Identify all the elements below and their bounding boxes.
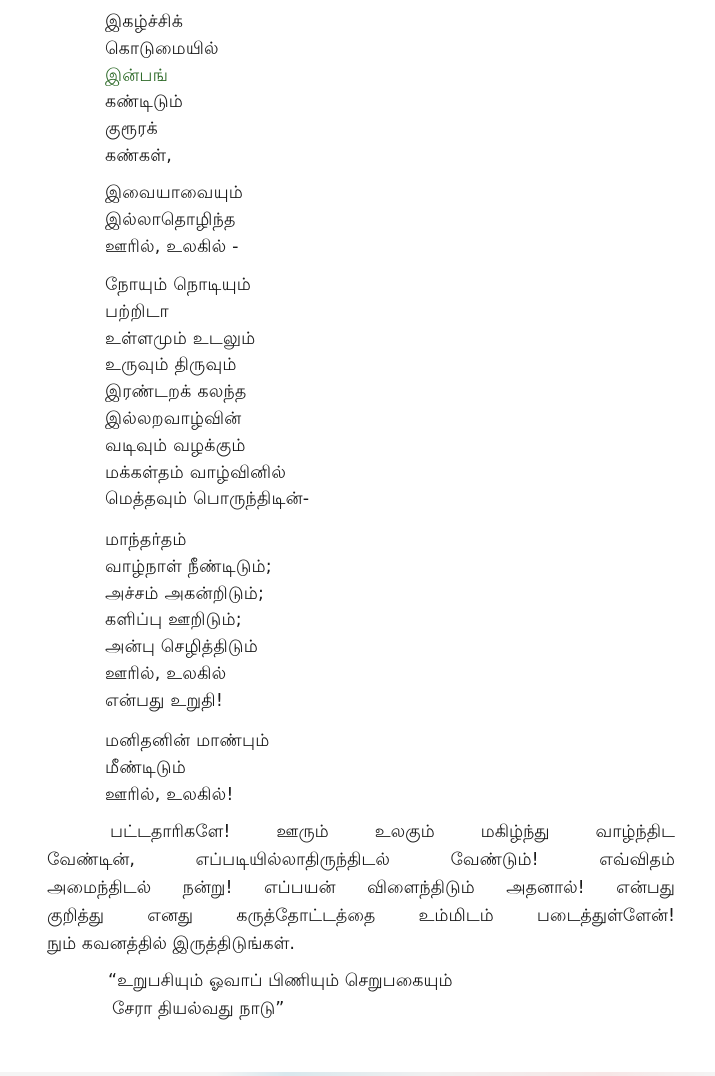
poem-stanza-3	[105, 272, 309, 513]
poem-stanza-1	[105, 9, 219, 170]
poem-stanza-5	[105, 728, 269, 808]
prose-line: குறித்து எனது கருத்தோட்டத்தை உம்மிடம் படைத்துள்ளேன்!	[47, 906, 675, 926]
poem-line: கொடுமையில்	[105, 38, 219, 59]
prose-paragraph	[47, 818, 675, 958]
poem-line: இல்லறவாழ்வின்	[105, 408, 242, 429]
poem-line: அன்பு செழித்திடும்	[105, 637, 258, 658]
poem-line: இவையாவையும்	[105, 183, 244, 203]
poem-line-highlighted: இன்பங்	[105, 65, 169, 86]
poem-line: வடிவும் வழக்கும்	[105, 435, 246, 456]
poem-line: கண்கள்,	[105, 145, 173, 166]
poem-line: நோயும் நொடியும்	[105, 275, 252, 295]
quotation-line-1: “உறுபசியும் ஓவாப் பிணியும் செறுபகையும்	[108, 971, 453, 991]
poem-line: ஊரில், உலகில்!	[105, 784, 234, 805]
poem-line: குரூரக்	[105, 119, 158, 140]
poem-line: உருவும் திருவும்	[105, 355, 237, 376]
prose-line: நும் கவனத்தில் இருத்திடுங்கள்.	[47, 934, 295, 954]
quotation-line-2: சேரா தியல்வது நாடு”	[112, 999, 285, 1019]
poem-line: மக்கள்தம் வாழ்வினில்	[105, 462, 287, 483]
poem-line: இல்லாதொழிந்த	[105, 209, 236, 230]
prose-line: பட்டதாரிகளே! ஊரும் உலகும் மகிழ்ந்து வாழ்ந்திட	[110, 822, 675, 842]
poem-line: மனிதனின் மாண்பும்	[105, 731, 270, 751]
poem-line: ஊரில், உலகில்	[105, 663, 227, 684]
prose-line: அமைந்திடல் நன்று! எப்பயன் விளைந்திடும் அதனால்! என்பது	[47, 878, 675, 898]
poem-stanza-2	[105, 180, 243, 260]
prose-line: வேண்டின், எப்படியில்லாதிருந்திடல் வேண்டும்! எவ்விதம்	[47, 850, 675, 870]
poem-line: உள்ளமும் உடலும்	[105, 328, 256, 349]
poem-line: இரண்டறக் கலந்த	[105, 382, 247, 403]
poem-line: மீண்டிடும்	[105, 757, 187, 778]
poem-line: ஊரில், உலகில் -	[105, 236, 239, 257]
poem-line: களிப்பு ஊறிடும்;	[105, 610, 242, 631]
poem-line: வாழ்நாள் நீண்டிடும்;	[105, 556, 272, 577]
poem-line: என்பது உறுதி!	[105, 690, 224, 711]
poem-line: மெத்தவும் பொருந்திடின்-	[105, 489, 310, 510]
poem-line: அச்சம் அகன்றிடும்;	[105, 583, 265, 604]
poem-line: பற்றிடா	[105, 301, 169, 322]
poem-line: இகழ்ச்சிக்	[105, 12, 184, 32]
poem-stanza-4	[105, 527, 272, 715]
poem-line: மாந்தர்தம்	[105, 530, 187, 550]
quotation-block	[108, 967, 453, 1023]
poem-line: கண்டிடும்	[105, 92, 184, 113]
page-bottom-edge	[0, 1072, 715, 1076]
